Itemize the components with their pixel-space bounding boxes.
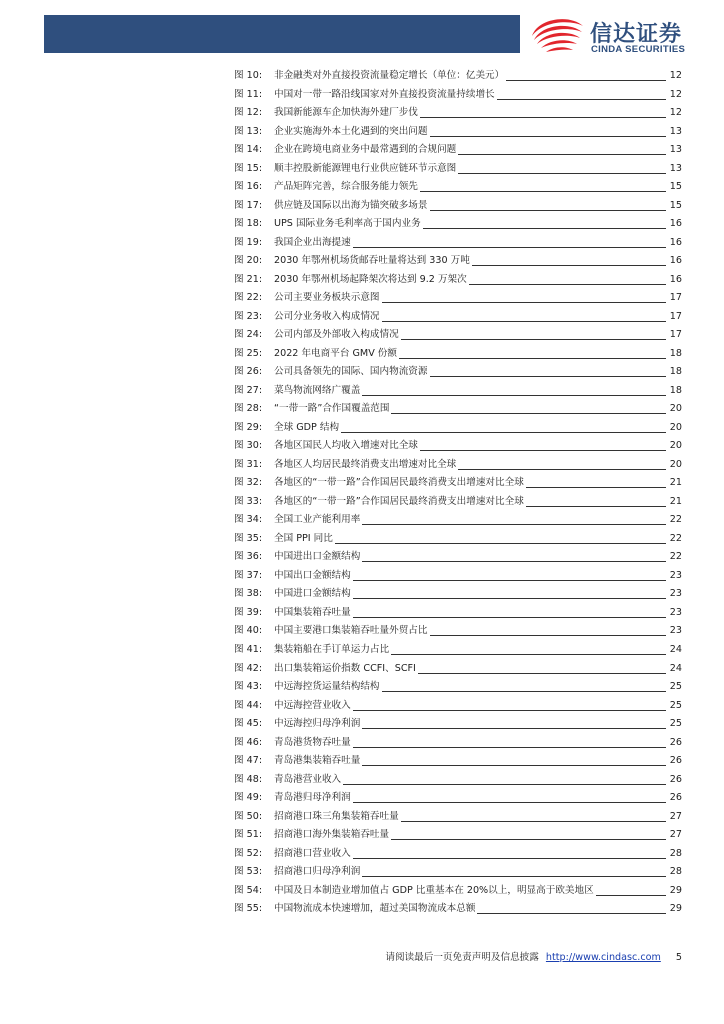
figure-title: 2022 年电商平台 GMV 份额	[274, 345, 399, 364]
figure-title: 中国进口金额结构	[274, 585, 353, 604]
figure-number: 图 17:	[234, 199, 263, 211]
toc-entry[interactable]	[234, 326, 682, 345]
toc-entry[interactable]	[234, 622, 682, 641]
figure-title: 中远海控归母净利润	[274, 715, 362, 734]
toc-entry[interactable]	[234, 752, 682, 771]
page-number: 23	[669, 569, 682, 581]
figure-number: 图 30:	[234, 440, 263, 452]
toc-entry[interactable]	[234, 160, 682, 179]
toc-entry[interactable]	[234, 548, 682, 567]
toc-entry[interactable]	[234, 493, 682, 512]
figure-title: 非金融类对外直接投资流量稳定增长（单位：亿美元）	[274, 67, 506, 86]
page-number: 27	[669, 829, 682, 841]
footer-page-number: 5	[675, 952, 682, 963]
toc-entry[interactable]	[234, 567, 682, 586]
page-number: 13	[669, 144, 682, 156]
toc-entry[interactable]	[234, 641, 682, 660]
page-number: 26	[669, 773, 682, 785]
page-number: 16	[669, 218, 682, 230]
figure-title: 中国出口金额结构	[274, 567, 353, 586]
page-number: 17	[669, 292, 682, 304]
figure-number: 图 34:	[234, 514, 263, 526]
figure-number: 图 54:	[234, 884, 263, 896]
figure-number: 图 44:	[234, 699, 263, 711]
figure-title: 公司具备领先的国际、国内物流资源	[274, 363, 430, 382]
figure-number: 图 21:	[234, 273, 263, 285]
toc-entry[interactable]	[234, 660, 682, 679]
page-number: 16	[669, 236, 682, 248]
page-number: 27	[669, 810, 682, 822]
toc-entry[interactable]	[234, 252, 682, 271]
figure-number: 图 28:	[234, 403, 263, 415]
toc-entry[interactable]	[234, 234, 682, 253]
figure-title: 全国 PPI 同比	[274, 530, 335, 549]
toc-entry[interactable]	[234, 123, 682, 142]
figure-title: 中远海控营业收入	[274, 697, 353, 716]
page-number: 12	[669, 70, 682, 81]
figure-number: 图 40:	[234, 625, 263, 637]
figure-title: 各地区的“一带一路”合作国居民最终消费支出增速对比全球	[274, 493, 526, 512]
page-number: 22	[669, 551, 682, 563]
page-number: 23	[669, 588, 682, 600]
toc-entry[interactable]	[234, 474, 682, 493]
figure-number: 图 29:	[234, 421, 263, 433]
page-number: 24	[669, 662, 682, 674]
figure-title: 招商港口珠三角集装箱吞吐量	[274, 808, 401, 827]
figure-title: 各地区人均居民最终消费支出增速对比全球	[274, 456, 458, 475]
page-number: 29	[669, 903, 682, 915]
toc-entry[interactable]	[234, 789, 682, 808]
toc-entry[interactable]	[234, 289, 682, 308]
toc-entry[interactable]	[234, 734, 682, 753]
toc-entry[interactable]	[234, 863, 682, 882]
toc-entry[interactable]	[234, 308, 682, 327]
figure-title: 各地区的“一带一路”合作国居民最终消费支出增速对比全球	[274, 474, 526, 493]
page-number: 20	[669, 403, 682, 415]
page-number: 28	[669, 866, 682, 878]
figure-number: 图 26:	[234, 366, 263, 378]
figure-number: 图 38:	[234, 588, 263, 600]
page-number: 18	[669, 347, 682, 359]
footer-disclaimer: 请阅读最后一页免责声明及信息披露	[385, 952, 539, 963]
figure-number: 图 16:	[234, 181, 263, 193]
page-number: 24	[669, 643, 682, 655]
toc-entry[interactable]	[234, 771, 682, 790]
toc-entry[interactable]	[234, 141, 682, 160]
toc-entry[interactable]	[234, 437, 682, 456]
page-number: 22	[669, 532, 682, 544]
toc-entry[interactable]	[234, 808, 682, 827]
figure-title: 招商港口归母净利润	[274, 863, 362, 882]
toc-entry[interactable]	[234, 900, 682, 919]
figure-title: 我国企业出海提速	[274, 234, 353, 253]
page-footer	[385, 950, 682, 966]
figure-title: 中国集装箱吞吐量	[274, 604, 353, 623]
figure-title: 2030 年鄂州机场起降架次将达到 9.2 万架次	[274, 271, 469, 290]
logo-chinese-name: 信达证券	[590, 22, 683, 47]
figure-title: 公司主要业务板块示意图	[274, 289, 382, 308]
figure-number: 图 25:	[234, 347, 263, 359]
figure-title: 顺丰控股新能源锂电行业供应链环节示意图	[274, 160, 458, 179]
page-number: 13	[669, 162, 682, 174]
figure-title: 企业实施海外本土化遇到的突出问题	[274, 123, 430, 142]
toc-entry[interactable]	[234, 345, 682, 364]
figure-title: 公司分业务收入构成情况	[274, 308, 382, 327]
toc-entry[interactable]	[234, 678, 682, 697]
figure-number: 图 36:	[234, 551, 263, 563]
toc-entry[interactable]	[234, 845, 682, 864]
figure-number: 图 52:	[234, 847, 263, 859]
company-logo	[528, 12, 708, 58]
figure-title: “一带一路”合作国覆盖范围	[274, 400, 391, 419]
page-number: 20	[669, 421, 682, 433]
figure-number: 图 10:	[234, 70, 263, 81]
figure-number: 图 27:	[234, 384, 263, 396]
page-number: 20	[669, 458, 682, 470]
figure-title: 青岛港归母净利润	[274, 789, 353, 808]
page-number: 15	[669, 199, 682, 211]
toc-entry[interactable]	[234, 197, 682, 216]
page-number: 23	[669, 606, 682, 618]
toc-entry[interactable]	[234, 585, 682, 604]
figure-number: 图 35:	[234, 532, 263, 544]
toc-entry[interactable]	[234, 67, 682, 86]
figure-title: 产品矩阵完善，综合服务能力领先	[274, 178, 420, 197]
figure-number: 图 49:	[234, 792, 263, 804]
figure-title: 2030 年鄂州机场货邮吞吐量将达到 330 万吨	[274, 252, 472, 271]
figure-title: 集装箱船在手订单运力占比	[274, 641, 391, 660]
toc-entry[interactable]	[234, 419, 682, 438]
logo-english-name: CINDA SECURITIES	[591, 44, 686, 55]
toc-entry[interactable]	[234, 215, 682, 234]
figure-number: 图 48:	[234, 773, 263, 785]
figure-number: 图 18:	[234, 218, 263, 230]
page-number: 26	[669, 736, 682, 748]
figure-number: 图 12:	[234, 107, 263, 119]
header-bar	[44, 15, 520, 53]
page-number: 25	[669, 718, 682, 730]
page-number: 15	[669, 181, 682, 193]
figure-number: 图 46:	[234, 736, 263, 748]
figure-title: 青岛港营业收入	[274, 771, 343, 790]
figure-number: 图 41:	[234, 643, 263, 655]
page-number: 17	[669, 329, 682, 341]
figure-number: 图 24:	[234, 329, 263, 341]
figure-title: 中国对一带一路沿线国家对外直接投资流量持续增长	[274, 86, 497, 105]
toc-entry[interactable]	[234, 400, 682, 419]
toc-entry[interactable]	[234, 604, 682, 623]
page-number: 25	[669, 681, 682, 693]
page-number: 26	[669, 755, 682, 767]
toc-entry[interactable]	[234, 382, 682, 401]
figure-title: 青岛港集装箱吞吐量	[274, 752, 362, 771]
page-number: 12	[669, 88, 682, 100]
page-number: 16	[669, 255, 682, 267]
figure-title: 招商港口营业收入	[274, 845, 353, 864]
figure-number: 图 53:	[234, 866, 263, 878]
page-number: 29	[669, 884, 682, 896]
figure-title: 供应链及国际以出海为锚突破多场景	[274, 197, 430, 216]
figure-number: 图 31:	[234, 458, 263, 470]
toc-entry[interactable]	[234, 697, 682, 716]
figure-number: 图 32:	[234, 477, 263, 489]
toc-entry[interactable]	[234, 104, 682, 123]
page-number: 23	[669, 625, 682, 637]
figure-number: 图 33:	[234, 495, 263, 507]
cinda-logo-icon	[528, 12, 586, 58]
figure-title: 中国主要港口集装箱吞吐量外贸占比	[274, 622, 430, 641]
footer-website-link[interactable]: http://www.cindasc.com	[545, 952, 661, 963]
toc-entry[interactable]	[234, 511, 682, 530]
figure-number: 图 50:	[234, 810, 263, 822]
figure-title: 菜鸟物流网络广覆盖	[274, 382, 362, 401]
page-number: 22	[669, 514, 682, 526]
figure-title: 青岛港货物吞吐量	[274, 734, 353, 753]
page-number: 18	[669, 366, 682, 378]
figure-number: 图 14:	[234, 144, 263, 156]
figure-title: 中国进出口金额结构	[274, 548, 362, 567]
figure-number: 图 45:	[234, 718, 263, 730]
figure-table-of-contents	[234, 67, 682, 919]
figure-number: 图 19:	[234, 236, 263, 248]
figure-title: 中远海控货运量结构结构	[274, 678, 382, 697]
toc-entry[interactable]	[234, 86, 682, 105]
figure-title: 各地区国民人均收入增速对比全球	[274, 437, 420, 456]
page-number: 28	[669, 847, 682, 859]
page-number: 20	[669, 440, 682, 452]
page-number: 12	[669, 107, 682, 119]
toc-entry[interactable]	[234, 363, 682, 382]
page-number: 21	[669, 495, 682, 507]
page-number: 21	[669, 477, 682, 489]
figure-number: 图 23:	[234, 310, 263, 322]
figure-title: 我国新能源车企加快海外建厂步伐	[274, 104, 420, 123]
figure-number: 图 11:	[234, 88, 263, 100]
figure-title: 出口集装箱运价指数 CCFI、SCFI	[274, 660, 418, 679]
figure-title: 企业在跨境电商业务中最常遇到的合规问题	[274, 141, 458, 160]
figure-number: 图 55:	[234, 903, 263, 915]
figure-number: 图 43:	[234, 681, 263, 693]
figure-number: 图 51:	[234, 829, 263, 841]
page-number: 16	[669, 273, 682, 285]
figure-title: UPS 国际业务毛利率高于国内业务	[274, 215, 423, 234]
figure-title: 全球 GDP 结构	[274, 419, 341, 438]
toc-entry[interactable]	[234, 826, 682, 845]
page-number: 26	[669, 792, 682, 804]
page-number: 13	[669, 125, 682, 137]
figure-title: 公司内部及外部收入构成情况	[274, 326, 401, 345]
page-number: 18	[669, 384, 682, 396]
figure-title: 中国物流成本快速增加，超过美国物流成本总额	[274, 900, 477, 919]
figure-number: 图 39:	[234, 606, 263, 618]
toc-entry[interactable]	[234, 530, 682, 549]
toc-entry[interactable]	[234, 456, 682, 475]
figure-title: 招商港口海外集装箱吞吐量	[274, 826, 391, 845]
figure-number: 图 20:	[234, 255, 263, 267]
figure-title: 中国及日本制造业增加值占 GDP 比重基本在 20%以上，明显高于欧美地区	[274, 882, 596, 901]
figure-number: 图 22:	[234, 292, 263, 304]
page-number: 17	[669, 310, 682, 322]
toc-entry[interactable]	[234, 271, 682, 290]
figure-number: 图 37:	[234, 569, 263, 581]
figure-title: 全国工业产能利用率	[274, 511, 362, 530]
toc-entry[interactable]	[234, 882, 682, 901]
page-number: 25	[669, 699, 682, 711]
toc-entry[interactable]	[234, 715, 682, 734]
figure-number: 图 15:	[234, 162, 263, 174]
figure-number: 图 13:	[234, 125, 263, 137]
toc-entry[interactable]	[234, 178, 682, 197]
figure-number: 图 47:	[234, 755, 263, 767]
figure-number: 图 42:	[234, 662, 263, 674]
